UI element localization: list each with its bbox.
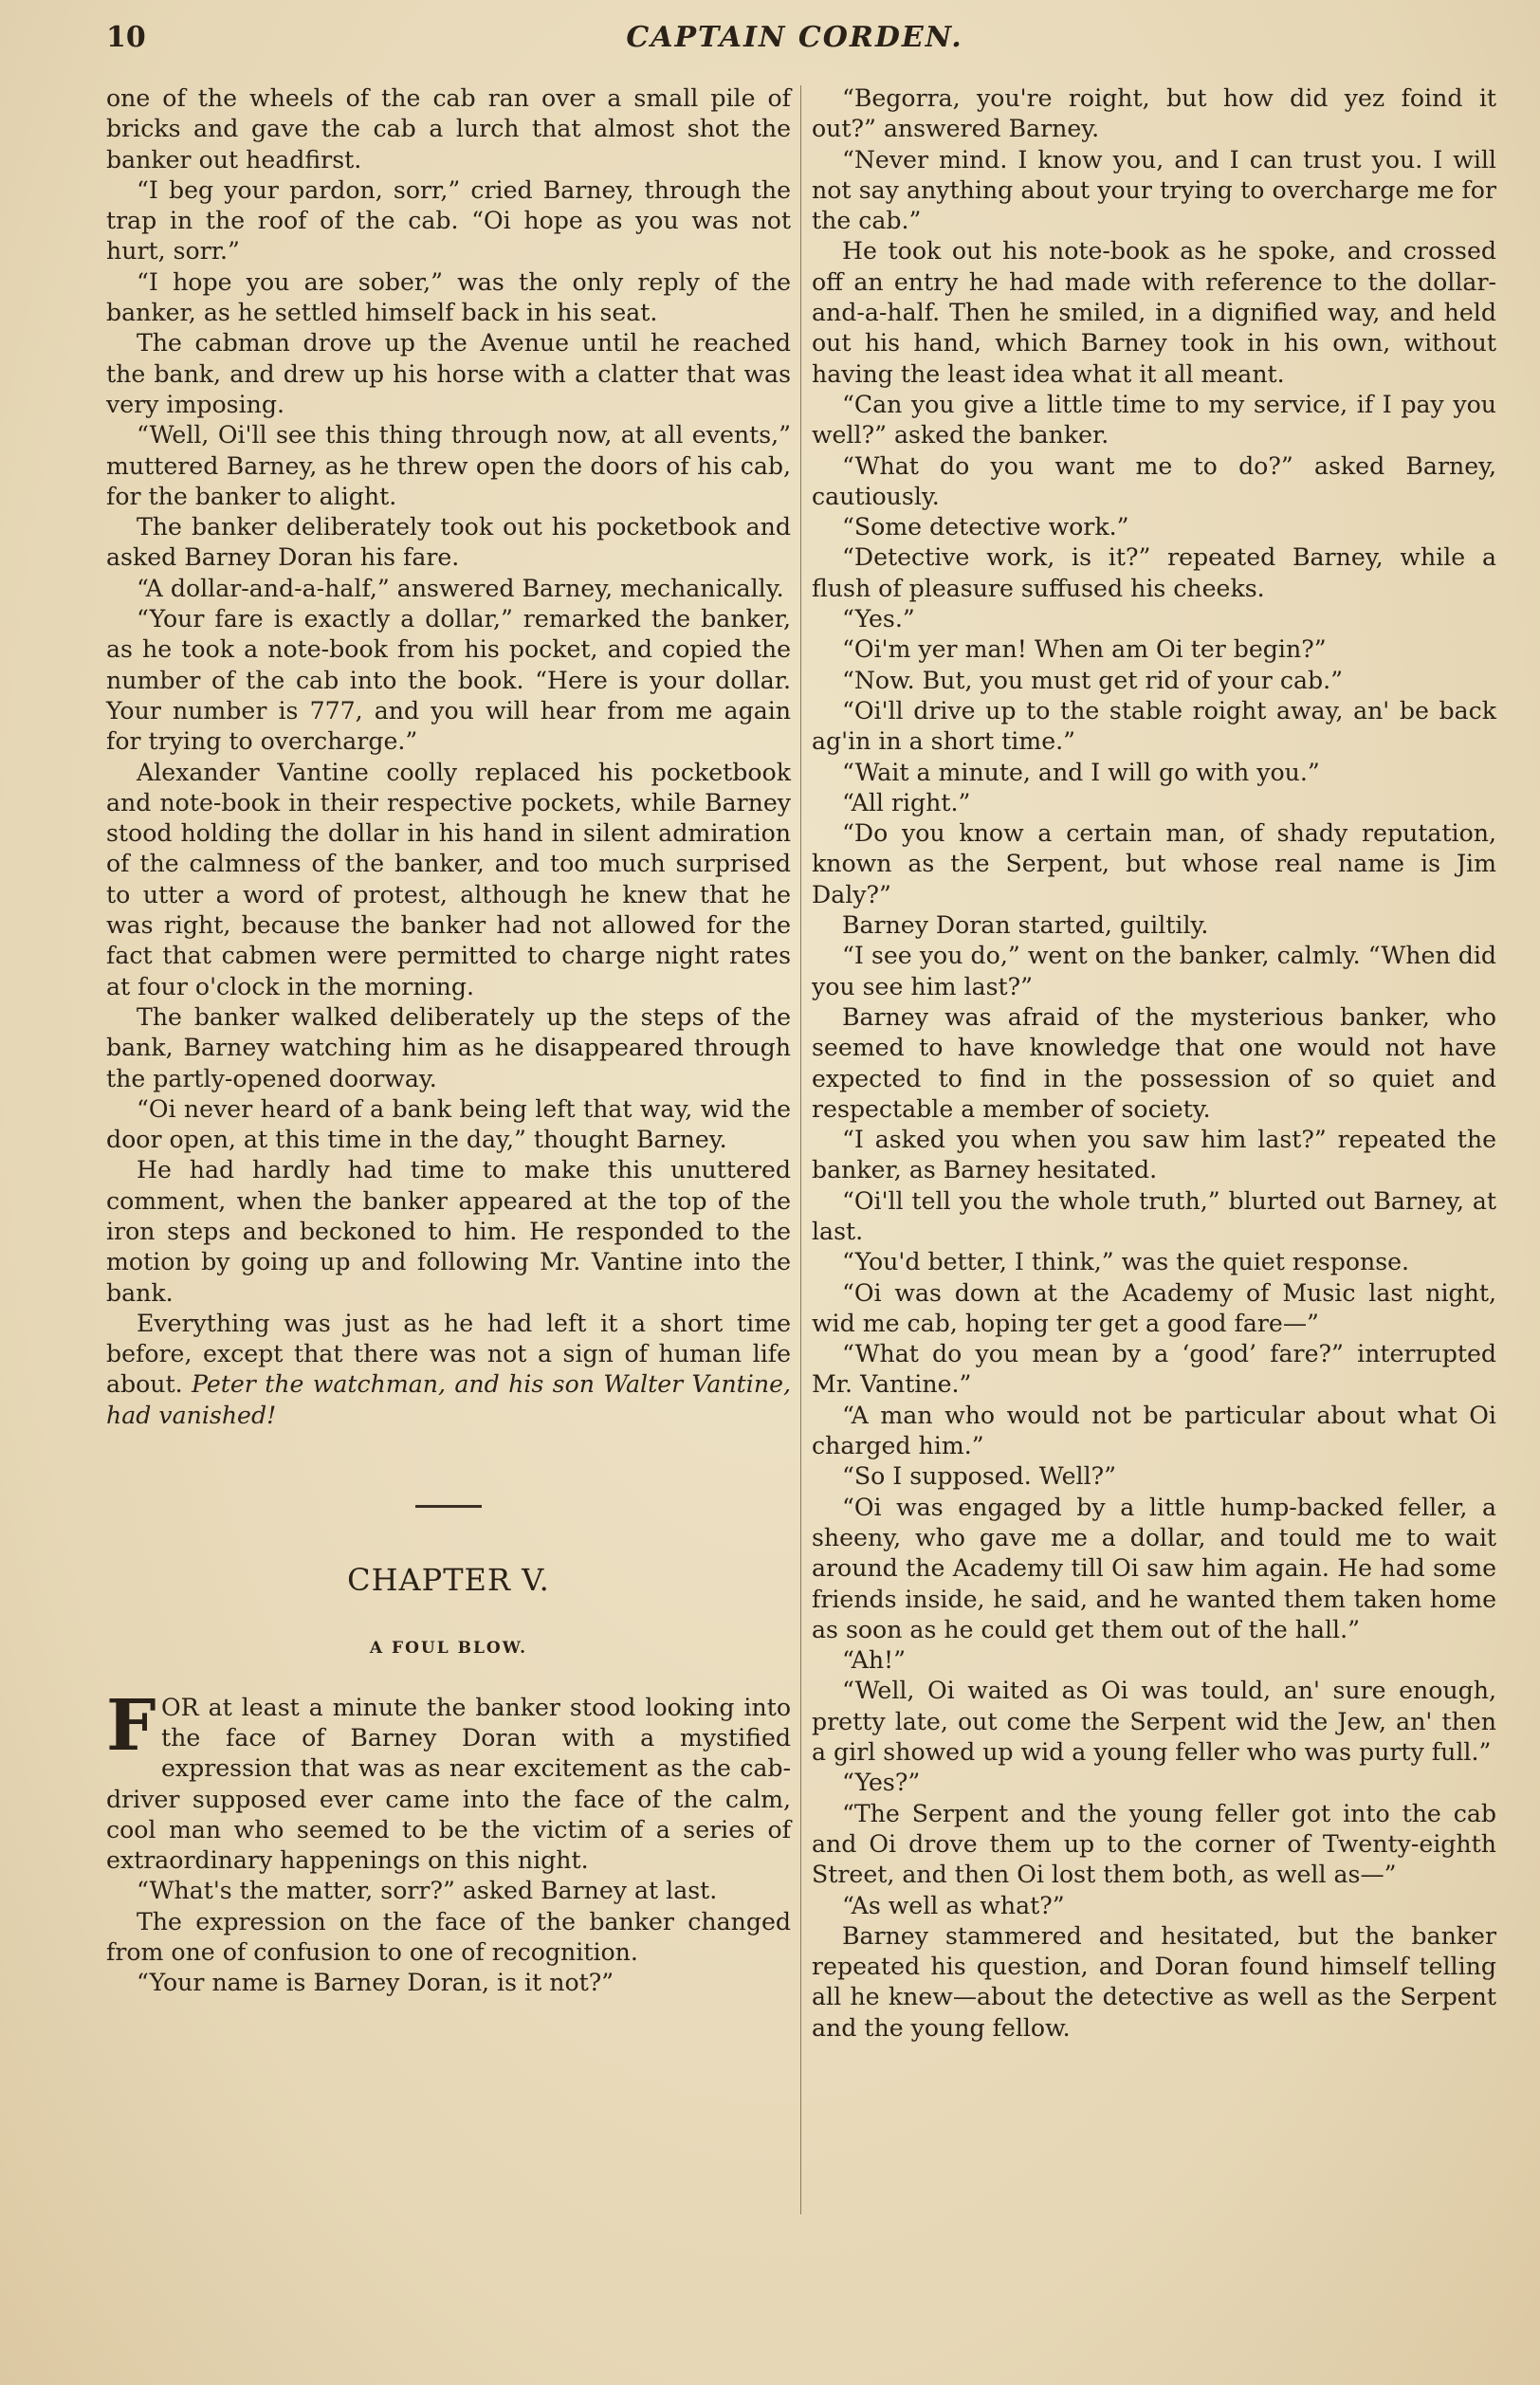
left-column (106, 83, 791, 1999)
paragraph: “Never mind. I know you, and I can trust you. I will not say anything about your trying to overcharge me for the cab.” (812, 145, 1496, 235)
paragraph: “Oi'll tell you the whole truth,” blurted out Barney, at last. (812, 1186, 1496, 1245)
paragraph: “Some detective work.” (842, 513, 1129, 541)
section-separator (415, 1505, 482, 1508)
paragraph-vanished (106, 1309, 791, 1431)
right-column (812, 83, 1496, 2044)
paragraph: “Yes?” (842, 1769, 921, 1797)
paragraph: “Oi'll drive up to the stable roight away, an' be back ag'in in a short time.” (812, 696, 1496, 756)
paragraph: The expression on the face of the banker changed from one of confusion to one of recognition. (106, 1907, 791, 1967)
paragraph: “Can you give a little time to my service, if I pay you well?” asked the banker. (812, 390, 1496, 449)
paragraph: “Well, Oi'll see this thing through now, at all events,” muttered Barney, as he threw open the doors of his cab, for the banker to alight. (106, 421, 791, 510)
paragraph: “Yes.” (842, 605, 915, 633)
paragraph: “Wait a minute, and I will go with you.” (842, 758, 1320, 786)
chapter-subtitle: A FOUL BLOW. (369, 1639, 528, 1659)
paragraph: “What do you mean by a ‘good’ fare?” interrupted Mr. Vantine.” (812, 1340, 1496, 1399)
paragraph: “Oi never heard of a bank being left that way, wid the door open, at this time in the day,” thought Barney. (106, 1094, 791, 1154)
paragraph: “Oi was engaged by a little hump-backed feller, a sheeny, who gave me a dollar, and tould me to wait around the Academy till Oi saw him again. He had some friends inside, he said, and he wanted them taken home as soon as he could get them out of the hall.” (812, 1493, 1496, 1643)
paragraph: “Your fare is exactly a dollar,” remarked the banker, as he took a note-book from his pocket, and copied the number of the cab into the book. “Here is your dollar. Your number is 777, and you will hear from me again for trying to overcharge.” (106, 605, 791, 756)
paragraph: The cabman drove up the Avenue until he reached the bank, and drew up his horse with a clatter that was very imposing. (106, 329, 791, 418)
paragraph: Barney stammered and hesitated, but the banker repeated his question, and Doran found himself telling all he knew—about the detective as well as the Serpent and the young fellow. (812, 1921, 1496, 2042)
paragraph: The banker deliberately took out his pocketbook and asked Barney Doran his fare. (106, 513, 791, 572)
paragraph: He had hardly had time to make this unuttered comment, when the banker appeared at the top of the iron steps and beckoned to him. He responded to the motion by going up and following Mr. Vantine into the bank. (106, 1156, 791, 1307)
paragraph: “Oi was down at the Academy of Music last night, wid me cab, hoping ter get a good fare—” (812, 1278, 1496, 1337)
paragraph: “Ah!” (842, 1646, 907, 1675)
running-head (106, 21, 1483, 66)
paragraph: “Now. But, you must get rid of your cab.” (842, 666, 1343, 694)
paragraph: one of the wheels of the cab ran over a small pile of bricks and gave the cab a lurch that almost shot the banker out headfirst. (106, 84, 791, 174)
paragraph: “What's the matter, sorr?” asked Barney at last. (137, 1877, 718, 1905)
paragraph: “All right.” (842, 788, 971, 816)
column-divider (800, 85, 801, 2214)
paragraph: “You'd better, I think,” was the quiet response. (842, 1248, 1410, 1276)
paragraph: “So I supposed. Well?” (842, 1462, 1117, 1491)
paragraph: “As well as what?” (842, 1891, 1065, 1919)
paragraph: Barney was afraid of the mysterious banker, who seemed to have knowledge that one would not have expected to find in the possession of so quiet and respectable a member of society. (812, 1002, 1496, 1123)
chapter-first-paragraph (106, 1684, 791, 1877)
chapter-first-paragraph-text: OR at least a minute the banker stood looking into the face of Barney Doran with a mystified expression that was as near excitement as the cab-driver supposed ever came into the face of the calm, cool man who seemed to be the victim of a series of extraordinary happenings on this night. (106, 1693, 791, 1875)
paragraph: “Well, Oi waited as Oi was tould, an' sure enough, pretty late, out come the Serpent wid the Jew, an' then a girl showed up wid a young feller who was purty full.” (812, 1677, 1496, 1767)
paragraph: “I hope you are sober,” was the only reply of the banker, as he settled himself back in his seat. (106, 267, 791, 327)
paragraph: Barney Doran started, guiltily. (842, 911, 1209, 940)
running-title: CAPTAIN CORDEN. (626, 21, 963, 54)
paragraph: The banker walked deliberately up the steps of the bank, Barney watching him as he disappeared through the partly-opened doorway. (106, 1002, 791, 1092)
paragraph: “Your name is Barney Doran, is it not?” (137, 1969, 614, 1997)
paragraph: Alexander Vantine coolly replaced his pocketbook and note-book in their respective pockets, while Barney stood holding the dollar in his hand in silent admiration of the calmness of the banker, and too much surprised to utter a word of protest, although he knew that he was right, because the banker had not allowed for the fact that cabmen were permitted to charge night rates at four o'clock in the morning. (106, 758, 791, 1000)
paragraph: “A dollar-and-a-half,” answered Barney, mechanically. (137, 574, 784, 602)
paragraph: He took out his note-book as he spoke, and crossed off an entry he had made with reference to the dollar-and-a-half. Then he smiled, in a dignified way, and held out his hand, which Barney took in his own, without having the least idea what it all meant. (812, 237, 1496, 388)
paragraph: “A man who would not be particular about what Oi charged him.” (812, 1401, 1496, 1460)
paragraph: “I see you do,” went on the banker, calmly. “When did you see him last?” (812, 942, 1496, 1000)
paragraph: “Detective work, is it?” repeated Barney, while a flush of pleasure suffused his cheeks. (812, 543, 1496, 602)
paragraph: “I beg your pardon, sorr,” cried Barney, through the trap in the roof of the cab. “Oi hope as you was not hurt, sorr.” (106, 175, 791, 266)
paragraph-plain-text: Everything was just as he had left it a short time before, except that there was not a sign of human life about. (106, 1309, 791, 1399)
paragraph: “Oi'm yer man! When am Oi ter begin?” (842, 635, 1327, 664)
paragraph: “I asked you when you saw him last?” repeated the banker, as Barney hesitated. (812, 1126, 1496, 1184)
paragraph: “Begorra, you're roight, but how did yez foind it out?” answered Barney. (812, 84, 1496, 143)
paragraph: “Do you know a certain man, of shady reputation, known as the Serpent, but whose real name is Jim Daly?” (812, 819, 1496, 908)
paragraph: “What do you want me to do?” asked Barney, cautiously. (812, 451, 1496, 510)
drop-cap: F (106, 1684, 156, 1767)
page-number: 10 (106, 21, 146, 54)
paragraph-italic-text: Peter the watchman, and his son Walter Vantine, had vanished! (106, 1370, 791, 1429)
paragraph: “The Serpent and the young feller got into the cab and Oi drove them up to the corner of Twenty-eighth Street, and then Oi lost them both, as well as—” (812, 1799, 1496, 1889)
chapter-heading: CHAPTER V. (347, 1562, 550, 1599)
